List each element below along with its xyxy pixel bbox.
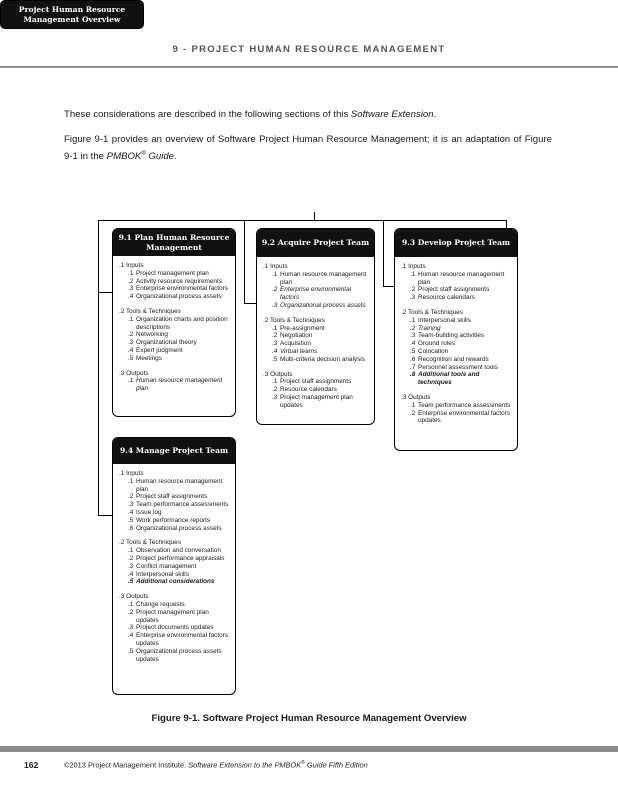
connector-to-9-4 [98,515,112,516]
list-item [119,601,229,609]
item-number: .6 [128,524,134,532]
item-number: .4 [410,340,416,348]
list-item [263,302,368,310]
list-item [263,386,368,394]
list-item [119,493,229,501]
list-item [401,317,511,325]
list-item [401,332,511,340]
item-number: .5 [128,516,134,524]
list-item [401,371,511,387]
box-section [119,262,229,301]
list-item [119,571,229,579]
list-item [119,632,229,648]
item-number: .1 [128,547,134,555]
list-item [119,555,229,563]
item-label: Organizational process assets updates [136,647,222,663]
process-box-9-4 [112,437,236,695]
overview-title-line2: Management Overview [23,14,121,24]
list-item [119,478,229,494]
list-item [119,377,229,393]
list-item [401,348,511,356]
item-number: .1 [128,600,134,608]
list-item [119,293,229,301]
section-title: .2 Tools & Techniques [119,539,181,547]
box-body [113,256,235,397]
list-item [401,325,511,333]
box-section [263,371,368,410]
item-label: Additional considerations [136,578,215,586]
item-number: .2 [128,554,134,562]
list-item [119,339,229,347]
item-label: Interpersonal skills [136,570,189,578]
section-title: .3 Outputs [401,393,431,401]
item-label: Project management plan updates [280,393,353,409]
item-number: .2 [128,493,134,501]
item-label: Colocation [418,347,449,355]
item-number: .5 [272,355,278,363]
connector-to-9-3 [383,286,394,287]
item-number: .3 [272,393,278,401]
item-label: Negotiation [280,332,313,340]
process-box-9-3 [394,228,518,451]
connector-spine-9-2 [244,220,245,303]
list-item [401,356,511,364]
item-number: .2 [128,608,134,616]
item-number: .3 [410,294,416,302]
item-label: Observation and conversation [136,547,221,555]
item-number: .1 [128,315,134,323]
list-item [263,378,368,386]
item-label: Interpersonal skills [418,316,471,324]
item-label: Human resource management plan [136,377,223,393]
item-number: .2 [128,331,134,339]
section-title: .2 Tools & Techniques [401,308,463,316]
item-number: .7 [410,363,416,371]
overview-title-line1: Project Human Resource [18,4,126,14]
connector-top-horizontal [98,220,507,221]
item-label: Project staff assignments [136,493,208,501]
item-label: Human resource management plan [136,477,223,493]
item-number: .2 [410,324,416,332]
item-number: .3 [272,301,278,309]
item-number: .2 [410,286,416,294]
item-label: Organizational theory [136,339,197,347]
item-label: Enterprise environmental factors updates [136,632,228,647]
item-number: .4 [128,508,134,516]
list-item [401,410,511,426]
item-number: .1 [410,401,416,409]
item-label: Training [418,324,441,332]
box-section [401,309,511,387]
item-label: Networking [136,331,168,339]
item-label: Project staff assignments [280,378,352,386]
list-item [119,501,229,509]
item-label: Enterprise environmental factors [136,285,228,293]
process-box-9-1 [112,228,236,417]
box-body [257,257,374,414]
item-number: .4 [128,346,134,354]
list-item [401,402,511,410]
list-item [263,325,368,333]
item-number: .3 [128,624,134,632]
section-title: .3 Outputs [119,369,149,377]
item-label: Multi-criteria decision analysis [280,355,365,363]
item-number: .3 [128,339,134,347]
item-number: .2 [410,409,416,417]
item-label: Pre-assignment [280,324,325,332]
item-number: .3 [410,332,416,340]
copyright-line: ©2013 Project Management Institute. Software Extension to the PMBOK® Guide Fifth Edition [64,760,368,770]
item-number: .3 [128,285,134,293]
item-label: Human resource management plan [280,270,367,286]
item-label: Project management plan updates [136,608,209,624]
item-label: Project management plan [136,269,209,277]
figure-caption: Figure 9-1. Software Project Human Resource Management Overview [151,713,467,724]
box-title: 9.2 Acquire Project Team [257,229,374,257]
item-label: Project performance appraisals [136,554,225,562]
list-item [401,364,511,372]
list-item [263,356,368,364]
box-section [119,593,229,663]
list-item [401,340,511,348]
item-label: Virtual teams [280,347,318,355]
list-item [119,316,229,332]
connector-to-9-1 [98,292,112,293]
box-section [119,370,229,393]
list-item [119,270,229,278]
intro-paragraph: These considerations are described in the following sections of this Software Extension. [64,109,437,120]
list-item [119,347,229,355]
item-label: Work performance reports [136,516,211,524]
list-item [263,394,368,410]
item-number: .1 [128,477,134,485]
section-title: .1 Inputs [401,263,426,270]
item-number: .5 [410,347,416,355]
item-label: Organization charts and position descriptions [136,315,228,331]
item-number: .3 [272,340,278,348]
item-number: .2 [128,277,134,285]
item-label: Expert judgment [136,346,183,354]
list-item [263,332,368,340]
connector-overview-down [314,212,315,220]
list-item [119,509,229,517]
item-label: Personnel assessment tools [418,363,498,371]
item-number: .1 [272,378,278,386]
item-label: Acquisition [280,340,311,348]
item-label: Meetings [136,354,162,362]
box-title: 9.4 Manage Project Team [113,438,235,464]
item-label: Issue log [136,508,162,516]
section-title: .3 Outputs [263,370,293,378]
footer-rule [0,746,618,752]
box-section [263,263,368,310]
item-number: .1 [128,269,134,277]
item-label: Organizational process assets [136,293,222,301]
item-label: Organizational process assets [280,301,366,309]
section-title: .1 Inputs [119,470,144,477]
item-label: Project staff assignments [418,286,490,294]
box-body [113,464,235,667]
running-header: 9 - PROJECT HUMAN RESOURCE MANAGEMENT [172,44,446,55]
item-number: .1 [272,270,278,278]
box-title: 9.3 Develop Project Team [395,229,517,257]
box-section [401,394,511,425]
item-label: Team performance assessments [136,501,229,509]
list-item [119,624,229,632]
item-number: .5 [128,578,134,586]
list-item [119,355,229,363]
item-label: Activity resource requirements [136,277,222,285]
section-title: .1 Inputs [263,263,288,270]
list-item [119,331,229,339]
item-number: .2 [272,386,278,394]
list-item [119,525,229,533]
list-item [119,285,229,293]
item-label: Project documents updates [136,624,214,632]
item-label: Organizational process assets [136,524,222,532]
connector-left-spine [98,220,99,515]
item-label: Enterprise environmental factors [280,286,352,302]
box-body [395,257,517,429]
item-number: .4 [128,632,134,640]
item-label: Human resource management plan [418,270,505,286]
item-number: .2 [272,286,278,294]
box-section [263,317,368,364]
item-label: Team performance assessments [418,401,511,409]
item-label: Resource calendars [418,294,475,302]
box-section [119,470,229,532]
item-number: .4 [272,347,278,355]
item-label: Conflict management [136,562,197,570]
section-title: .3 Outputs [119,593,149,601]
list-item [263,286,368,302]
list-item [119,609,229,625]
item-number: .1 [272,324,278,332]
item-number: .6 [410,355,416,363]
item-number: .5 [128,354,134,362]
item-label: Additional tools and techniques [418,371,480,387]
section-title: .2 Tools & Techniques [119,307,181,315]
overview-box [0,0,144,29]
list-item [119,578,229,586]
item-number: .2 [272,332,278,340]
list-item [119,547,229,555]
item-number: .5 [128,647,134,655]
box-section [401,263,511,302]
page-number: 162 [24,760,39,770]
process-box-9-2 [256,228,375,425]
section-title: .2 Tools & Techniques [263,316,325,324]
list-item [263,340,368,348]
list-item [119,648,229,664]
item-number: .1 [410,316,416,324]
item-label: Resource calendars [280,386,337,394]
item-number: .1 [128,377,134,385]
item-number: .1 [410,270,416,278]
list-item [401,286,511,294]
list-item [401,271,511,287]
list-item [119,517,229,525]
box-section [119,539,229,586]
item-label: Change requests [136,600,185,608]
item-label: Team-building activities [418,332,485,340]
item-number: .8 [410,371,416,379]
item-label: Ground rules [418,340,455,348]
header-rule [0,66,618,68]
item-number: .4 [128,570,134,578]
box-title: 9.1 Plan Human Resource Management [113,229,235,256]
item-label: Recognition and rewards [418,355,489,363]
section-title: .1 Inputs [119,262,144,269]
box-section [119,308,229,363]
item-number: .4 [128,293,134,301]
item-label: Enterprise environmental factors updates [418,409,510,425]
item-number: .3 [128,562,134,570]
list-item [401,294,511,302]
list-item [119,563,229,571]
list-item [263,348,368,356]
connector-spine-9-3 [383,220,384,286]
figure-reference-paragraph: Figure 9-1 provides an overview of Software Project Human Resource Management; it is an adaptation of Figure 9-1 in the PMBOK® Guide. [64,134,552,163]
list-item [119,278,229,286]
item-number: .3 [128,501,134,509]
connector-to-9-2 [244,303,256,304]
list-item [263,271,368,287]
